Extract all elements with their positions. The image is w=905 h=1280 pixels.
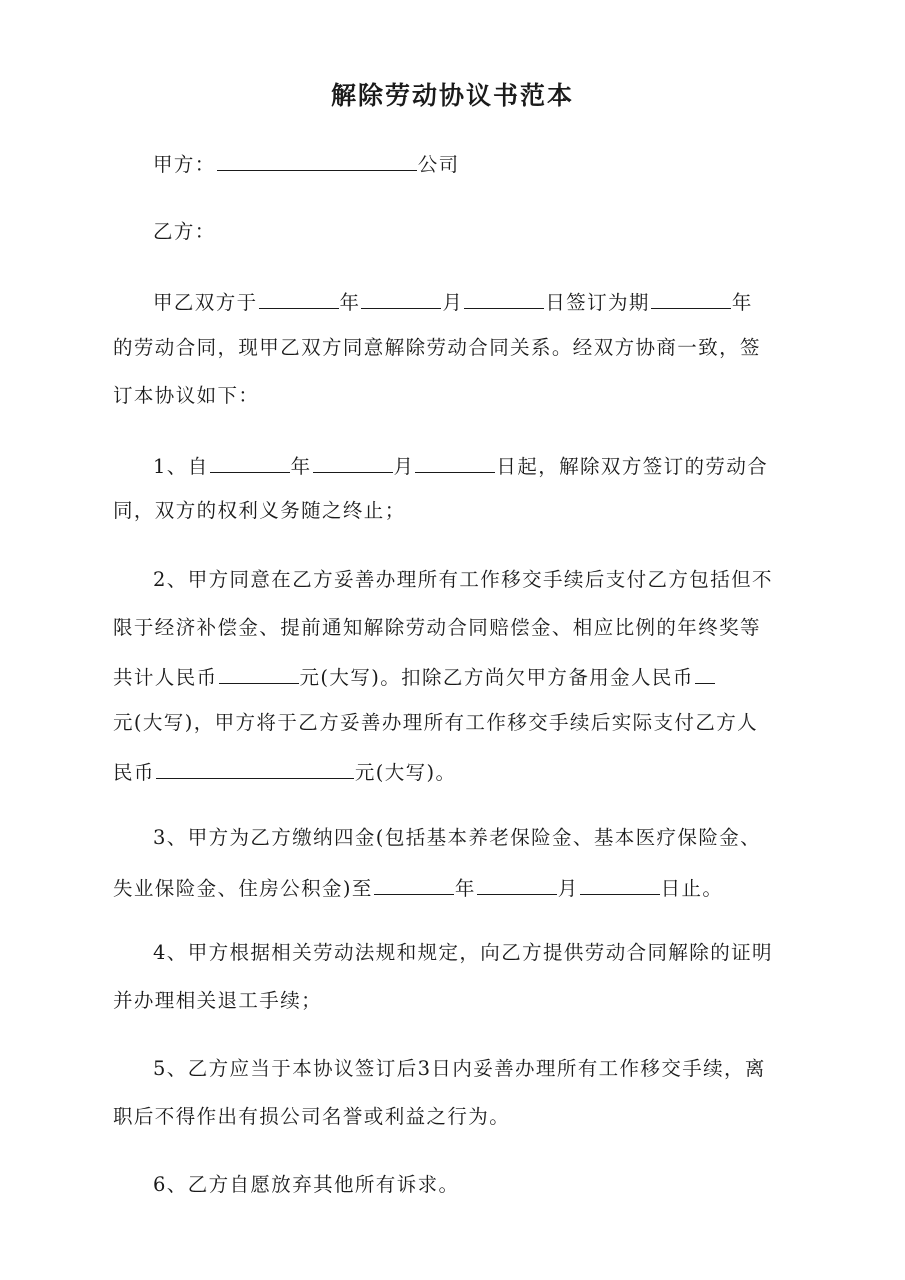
intro-line-3: 订本协议如下： — [113, 384, 260, 407]
party-b-label: 乙方： — [153, 220, 216, 243]
item-2-line-1: 2、甲方同意在乙方妥善办理所有工作移交手续后支付乙方包括但不 — [153, 568, 773, 591]
item-2-text: 元(大写)。 — [354, 761, 457, 784]
item-2-text: 民币 — [113, 761, 155, 784]
party-a-label: 甲方： — [153, 153, 216, 176]
intro-text: 甲乙双方于 — [153, 291, 258, 314]
termination-year-blank[interactable] — [210, 454, 290, 473]
sign-day-blank[interactable] — [464, 290, 544, 309]
party-b-line — [153, 222, 216, 242]
item-4-line-1: 4、甲方根据相关劳动法规和规定，向乙方提供劳动合同解除的证明 — [153, 941, 773, 964]
item-6-line-1: 6、乙方自愿放弃其他所有诉求。 — [153, 1173, 460, 1196]
item-1-line-2: 同，双方的权利义务随之终止； — [113, 499, 406, 522]
year-label: 年 — [290, 455, 312, 478]
item-3-line-2 — [113, 876, 723, 899]
page-title: 解除劳动协议书范本 — [330, 81, 574, 110]
total-amount-blank[interactable] — [219, 665, 299, 684]
year-label: 年 — [731, 291, 753, 314]
insurance-year-blank[interactable] — [374, 876, 454, 895]
item-2-line-3 — [113, 665, 716, 688]
item-2-line-5 — [113, 760, 456, 783]
party-a-suffix: 公司 — [417, 153, 460, 176]
deduction-amount-blank[interactable] — [695, 665, 715, 684]
insurance-month-blank[interactable] — [477, 876, 557, 895]
item-1-text: 日起，解除双方签订的劳动合 — [496, 455, 769, 478]
termination-day-blank[interactable] — [415, 454, 495, 473]
term-years-blank[interactable] — [651, 290, 731, 309]
year-label: 年 — [339, 291, 361, 314]
month-label: 月 — [393, 455, 415, 478]
month-label: 月 — [442, 291, 464, 314]
year-label: 年 — [454, 877, 476, 900]
item-5-line-2: 职后不得作出有损公司名誉或利益之行为。 — [113, 1105, 511, 1128]
item-4-line-2: 并办理相关退工手续； — [113, 989, 323, 1012]
sign-year-blank[interactable] — [259, 290, 339, 309]
item-2-text: 共计人民币 — [113, 666, 218, 689]
item-2-line-4: 元(大写)，甲方将于乙方妥善办理所有工作移交手续后实际支付乙方人 — [113, 711, 759, 734]
intro-line-2: 的劳动合同，现甲乙双方同意解除劳动合同关系。经双方协商一致，签 — [113, 336, 761, 359]
item-5-line-1: 5、乙方应当于本协议签订后3日内妥善办理所有工作移交手续，离 — [153, 1057, 766, 1080]
item-1-text: 1、自 — [153, 455, 209, 478]
item-2-text: 元(大写)。扣除乙方尚欠甲方备用金人民币 — [299, 666, 694, 689]
item-3-text: 日止。 — [660, 877, 724, 900]
item-3-line-1: 3、甲方为乙方缴纳四金(包括基本养老保险金、基本医疗保险金、 — [153, 826, 762, 849]
party-a-blank[interactable] — [217, 152, 417, 171]
intro-line-1 — [153, 290, 753, 313]
party-a-line — [153, 152, 460, 175]
insurance-day-blank[interactable] — [580, 876, 660, 895]
item-2-line-2: 限于经济补偿金、提前通知解除劳动合同赔偿金、相应比例的年终奖等 — [113, 616, 761, 639]
item-1-line-1 — [153, 454, 768, 477]
month-label: 月 — [557, 877, 579, 900]
day-label: 日签订为期 — [545, 291, 650, 314]
item-3-text: 失业保险金、住房公积金)至 — [113, 877, 373, 900]
net-amount-blank[interactable] — [156, 760, 354, 779]
sign-month-blank[interactable] — [361, 290, 441, 309]
termination-month-blank[interactable] — [313, 454, 393, 473]
